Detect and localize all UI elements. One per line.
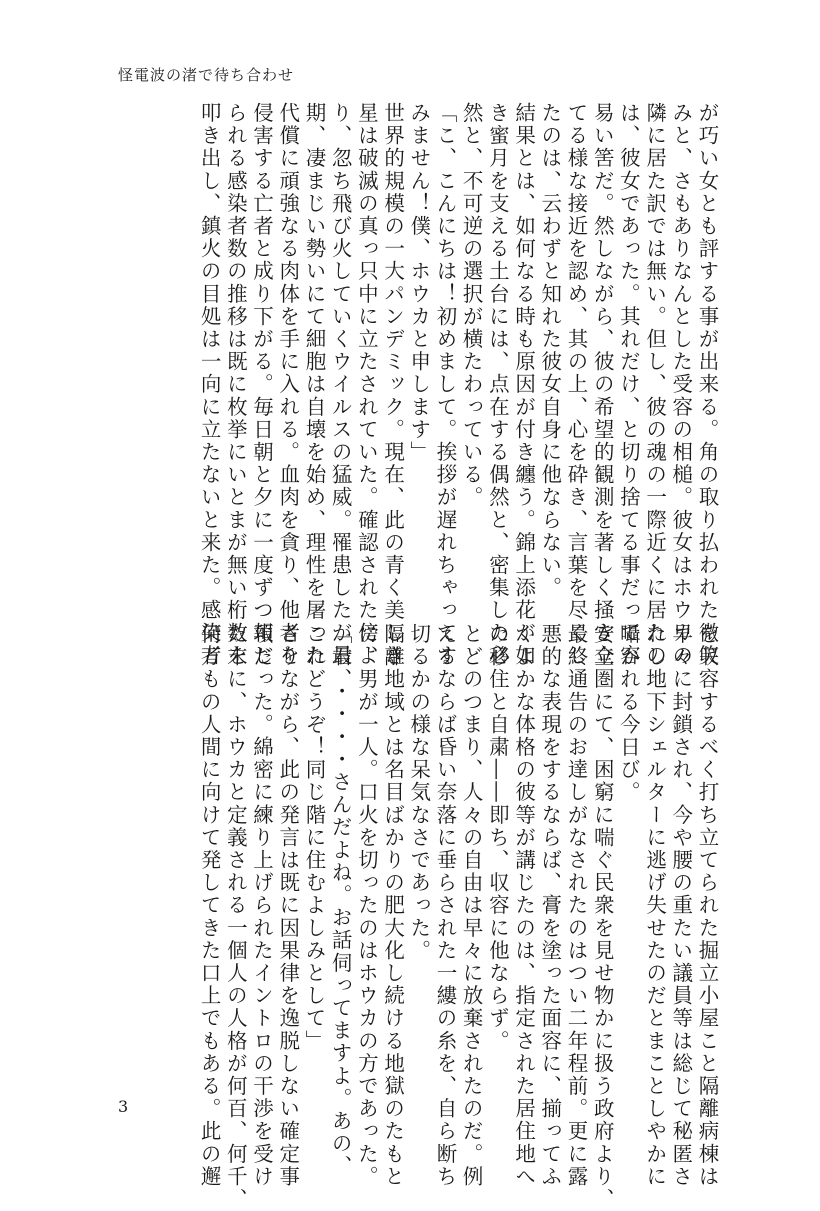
text-line: みと、さもありなんとした受容の相槌。彼女はホウカの — [668, 102, 693, 667]
text-line: れし地下シェルターに逃げ失せたのだとまことしやかに — [642, 623, 667, 1188]
text-line: さりながら、此の発言は既に因果律を逸脱しない確定事 — [275, 623, 300, 1188]
text-line: は、彼女であった。其れだけ、と切り捨てる事だって容 — [616, 102, 641, 667]
text-line: 最終通告のお達しがなされたのはつい二年程前。更に露 — [563, 623, 588, 1188]
text-line: 叩き出し、鎮火の目処は一向に立たないと来た。感染者 — [197, 102, 222, 667]
text-line: 囁かれる今日び。 — [616, 623, 641, 804]
text-line: 悪的な表現をするならば、膏を塗った面容に、揃ってふ — [537, 623, 562, 1188]
text-line: 結果とは、如何なる時も原因が付き纏う。錦上添花が如 — [511, 102, 536, 667]
text-line: 然と、不可逆の選択が横たわっている。 — [459, 102, 484, 509]
text-line: てる様な接近を認め、其の上、心を砕き、言葉を尽くし — [563, 102, 588, 667]
text-line: を収容するべく打ち立てられた掘立小屋こと隔離病棟は — [695, 623, 719, 1188]
text-line: 早々に封鎖され、今や腰の重たい議員等は総じて秘匿さ — [668, 623, 693, 1188]
text-line: 世界的規模の一大パンデミック。現在、此の青く美しき — [380, 102, 405, 667]
text-line: とどのつまり、人々の自由は早々に放棄されたのだ。例 — [459, 623, 484, 1188]
text-line: 星は破滅の真っ只中に立たされていた。確認された傍よ — [354, 102, 379, 667]
running-header: 怪電波の渚で待ち合わせ — [118, 66, 295, 84]
dialogue-line: これどうぞ！同じ階に住むよしみとして」 — [301, 623, 326, 1053]
text-line: 何万もの人間に向けて発してきた口上でもある。此の邂 — [197, 623, 222, 1188]
text-line: に、男が一人。口火を切ったのはホウカの方であった。 — [354, 623, 379, 1188]
text-line: えるならば昏い奈落に垂らされた一縷の糸を、自ら断ち — [432, 623, 457, 1188]
dialogue-line: 「君、・・・・さんだよね。お話伺ってますよ。あの、 — [328, 623, 353, 1178]
text-line: 項だった。綿密に練り上げられたイントロの干渉を受け — [249, 623, 274, 1188]
text-line: き蜜月を支える土台には、点在する偶然と、密集した必 — [485, 102, 510, 667]
text-line: くよかな体格の彼等が講じたのは、指定された居住地へ — [511, 623, 536, 1188]
text-line: 隔離地域とは名目ばかりの肥大化し続ける地獄のたもと — [380, 623, 405, 1188]
text-line: たのは、云わずと知れた彼女自身に他ならない。 — [537, 102, 562, 600]
dialogue-line: みません！僕、ホウカと申します」 — [406, 102, 431, 464]
text-line: 切るかの様な呆気なさであった。 — [406, 623, 431, 962]
text-line: り、忽ち飛び火していくウイルスの猛威。罹患したが最 — [328, 102, 353, 667]
lower-text-block — [110, 623, 720, 1211]
text-line: 易い筈だ。然しながら、彼の希望的観測を著しく掻き立 — [590, 102, 615, 667]
text-line: た末に、ホウカと定義される一個人の人格が何百、何千、 — [223, 623, 248, 1211]
text-line: が巧い女とも評する事が出来る。角の取り払われた微笑 — [695, 102, 719, 667]
text-line: 安全圏にて、困窮に喘ぐ民衆を見せ物かに扱う政府より、 — [590, 623, 615, 1211]
upper-text-block — [110, 102, 720, 667]
text-line: 代償に頑強なる肉体を手に入れる。血肉を貪り、他者を — [275, 102, 300, 667]
dialogue-line: 「こ、こんにちは！初めまして。挨拶が遅れちゃってす — [432, 102, 457, 667]
text-line: られる感染者数の推移は既に枚挙にいとまが無い桁数を — [223, 102, 248, 667]
text-line: 期、凄まじい勢いにて細胞は自壊を始め、理性を屠った — [301, 102, 326, 667]
page-number: 3 — [118, 1097, 129, 1116]
text-line: の移住と自粛――即ち、収容に他ならず。 — [485, 623, 510, 1053]
text-line: 隣に居た訳では無い。但し、彼の魂の一際近くに居たの — [642, 102, 667, 667]
text-line: 侵害する亡者と成り下がる。毎日朝と夕に一度ずつ報じ — [249, 102, 274, 667]
